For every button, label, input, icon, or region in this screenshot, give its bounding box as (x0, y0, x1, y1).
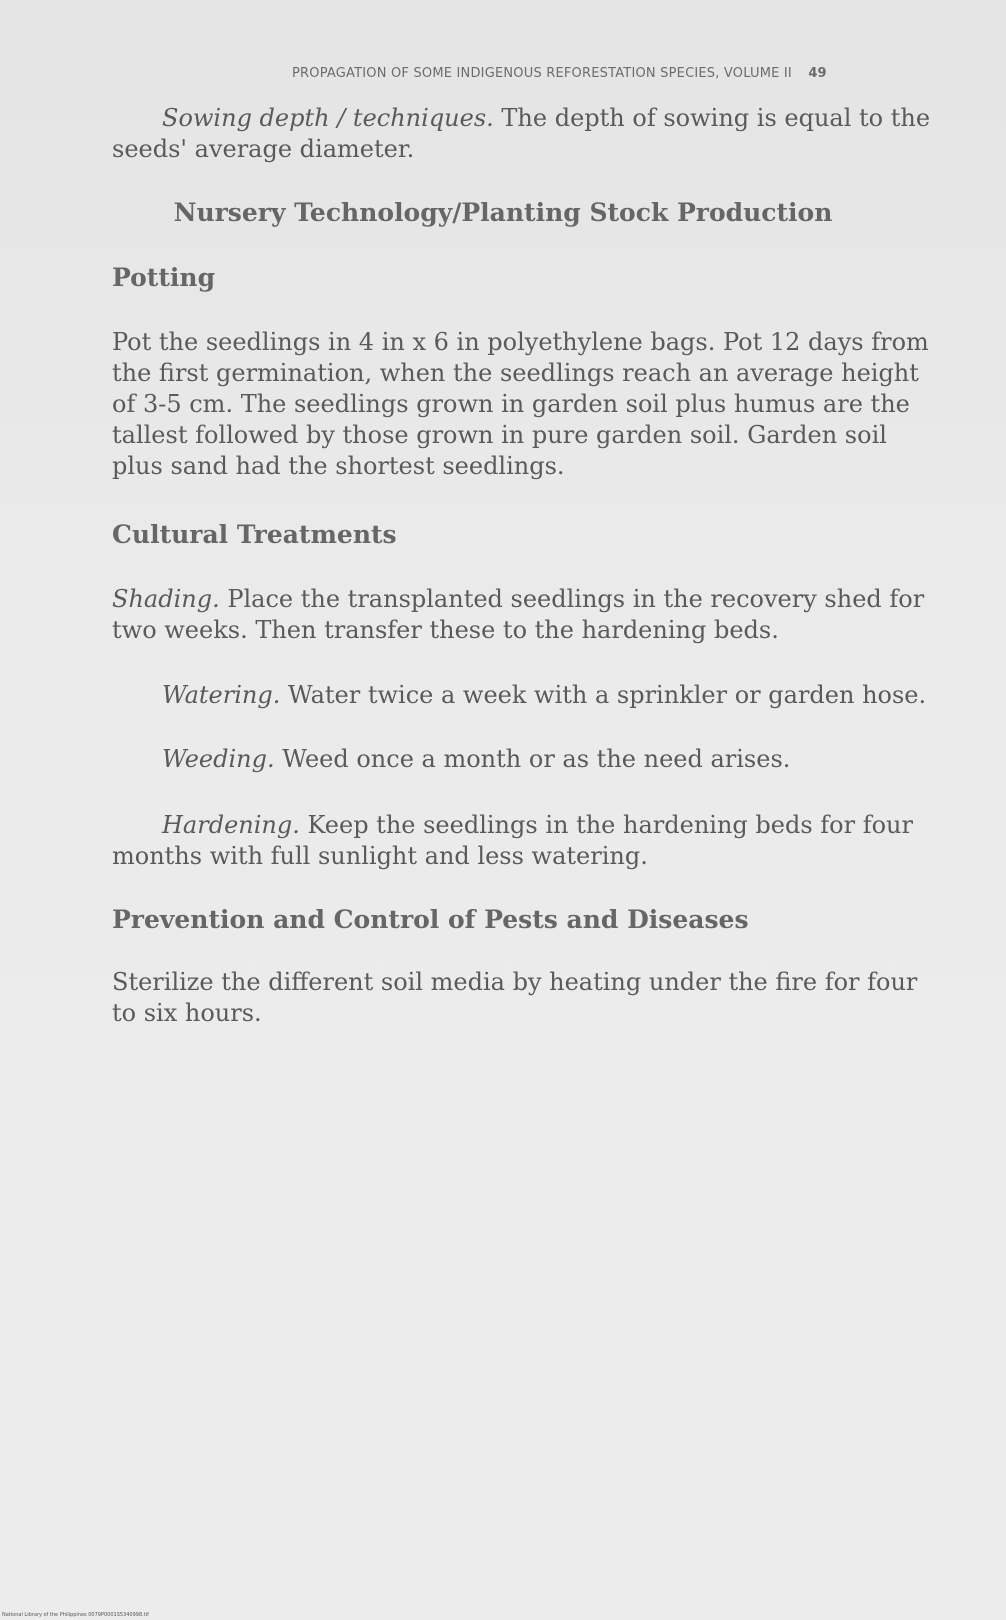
pests-text: Sterilize the different soil media by heating under the fire for four to six hours. (112, 968, 918, 1027)
weeding-paragraph (112, 744, 934, 775)
watering-text: Water twice a week with a sprinkler or garden hose. (287, 681, 927, 709)
potting-paragraph (112, 327, 934, 482)
watering-label: Watering. (162, 681, 281, 709)
sowing-paragraph (112, 103, 934, 165)
weeding-label: Weeding. (162, 745, 275, 773)
hardening-text: Keep the seedlings in the hardening beds for four months with full sunlight and less watering. (112, 811, 913, 870)
running-title: PROPAGATION OF SOME INDIGENOUS REFORESTATION SPECIES, VOLUME II (292, 66, 792, 81)
running-header (292, 66, 932, 81)
potting-text: Pot the seedlings in 4 in x 6 in polyethylene bags. Pot 12 days from the first germination, when the seedlings reach an average height of 3-5 cm. The seedlings grown in garden soil plus humus are the tallest followed by those grown in pure garden soil. Garden soil plus sand had the shortest seedlings. (112, 328, 929, 480)
shading-paragraph (112, 584, 934, 646)
scan-footer: National Library of the Philippines 0079P0001S5340998.tif (2, 1612, 149, 1618)
hardening-label: Hardening. (162, 811, 300, 839)
pests-paragraph (112, 967, 934, 1029)
pests-heading: Prevention and Control of Pests and Diseases (112, 905, 749, 934)
section-title: Nursery Technology/Planting Stock Production (173, 198, 833, 227)
cultural-treatments-heading: Cultural Treatments (112, 520, 397, 549)
shading-label: Shading. (112, 585, 220, 613)
weeding-text: Weed once a month or as the need arises. (282, 745, 791, 773)
shading-text: Place the transplanted seedlings in the recovery shed for two weeks. Then transfer these to the hardening beds. (112, 585, 925, 644)
potting-heading: Potting (112, 263, 216, 292)
hardening-paragraph (112, 810, 934, 872)
page-number: 49 (808, 66, 827, 81)
sowing-label: Sowing depth / techniques. (162, 104, 494, 132)
sowing-text: The depth of sowing is equal to the seeds' average diameter. (112, 104, 931, 163)
watering-paragraph (112, 680, 934, 711)
